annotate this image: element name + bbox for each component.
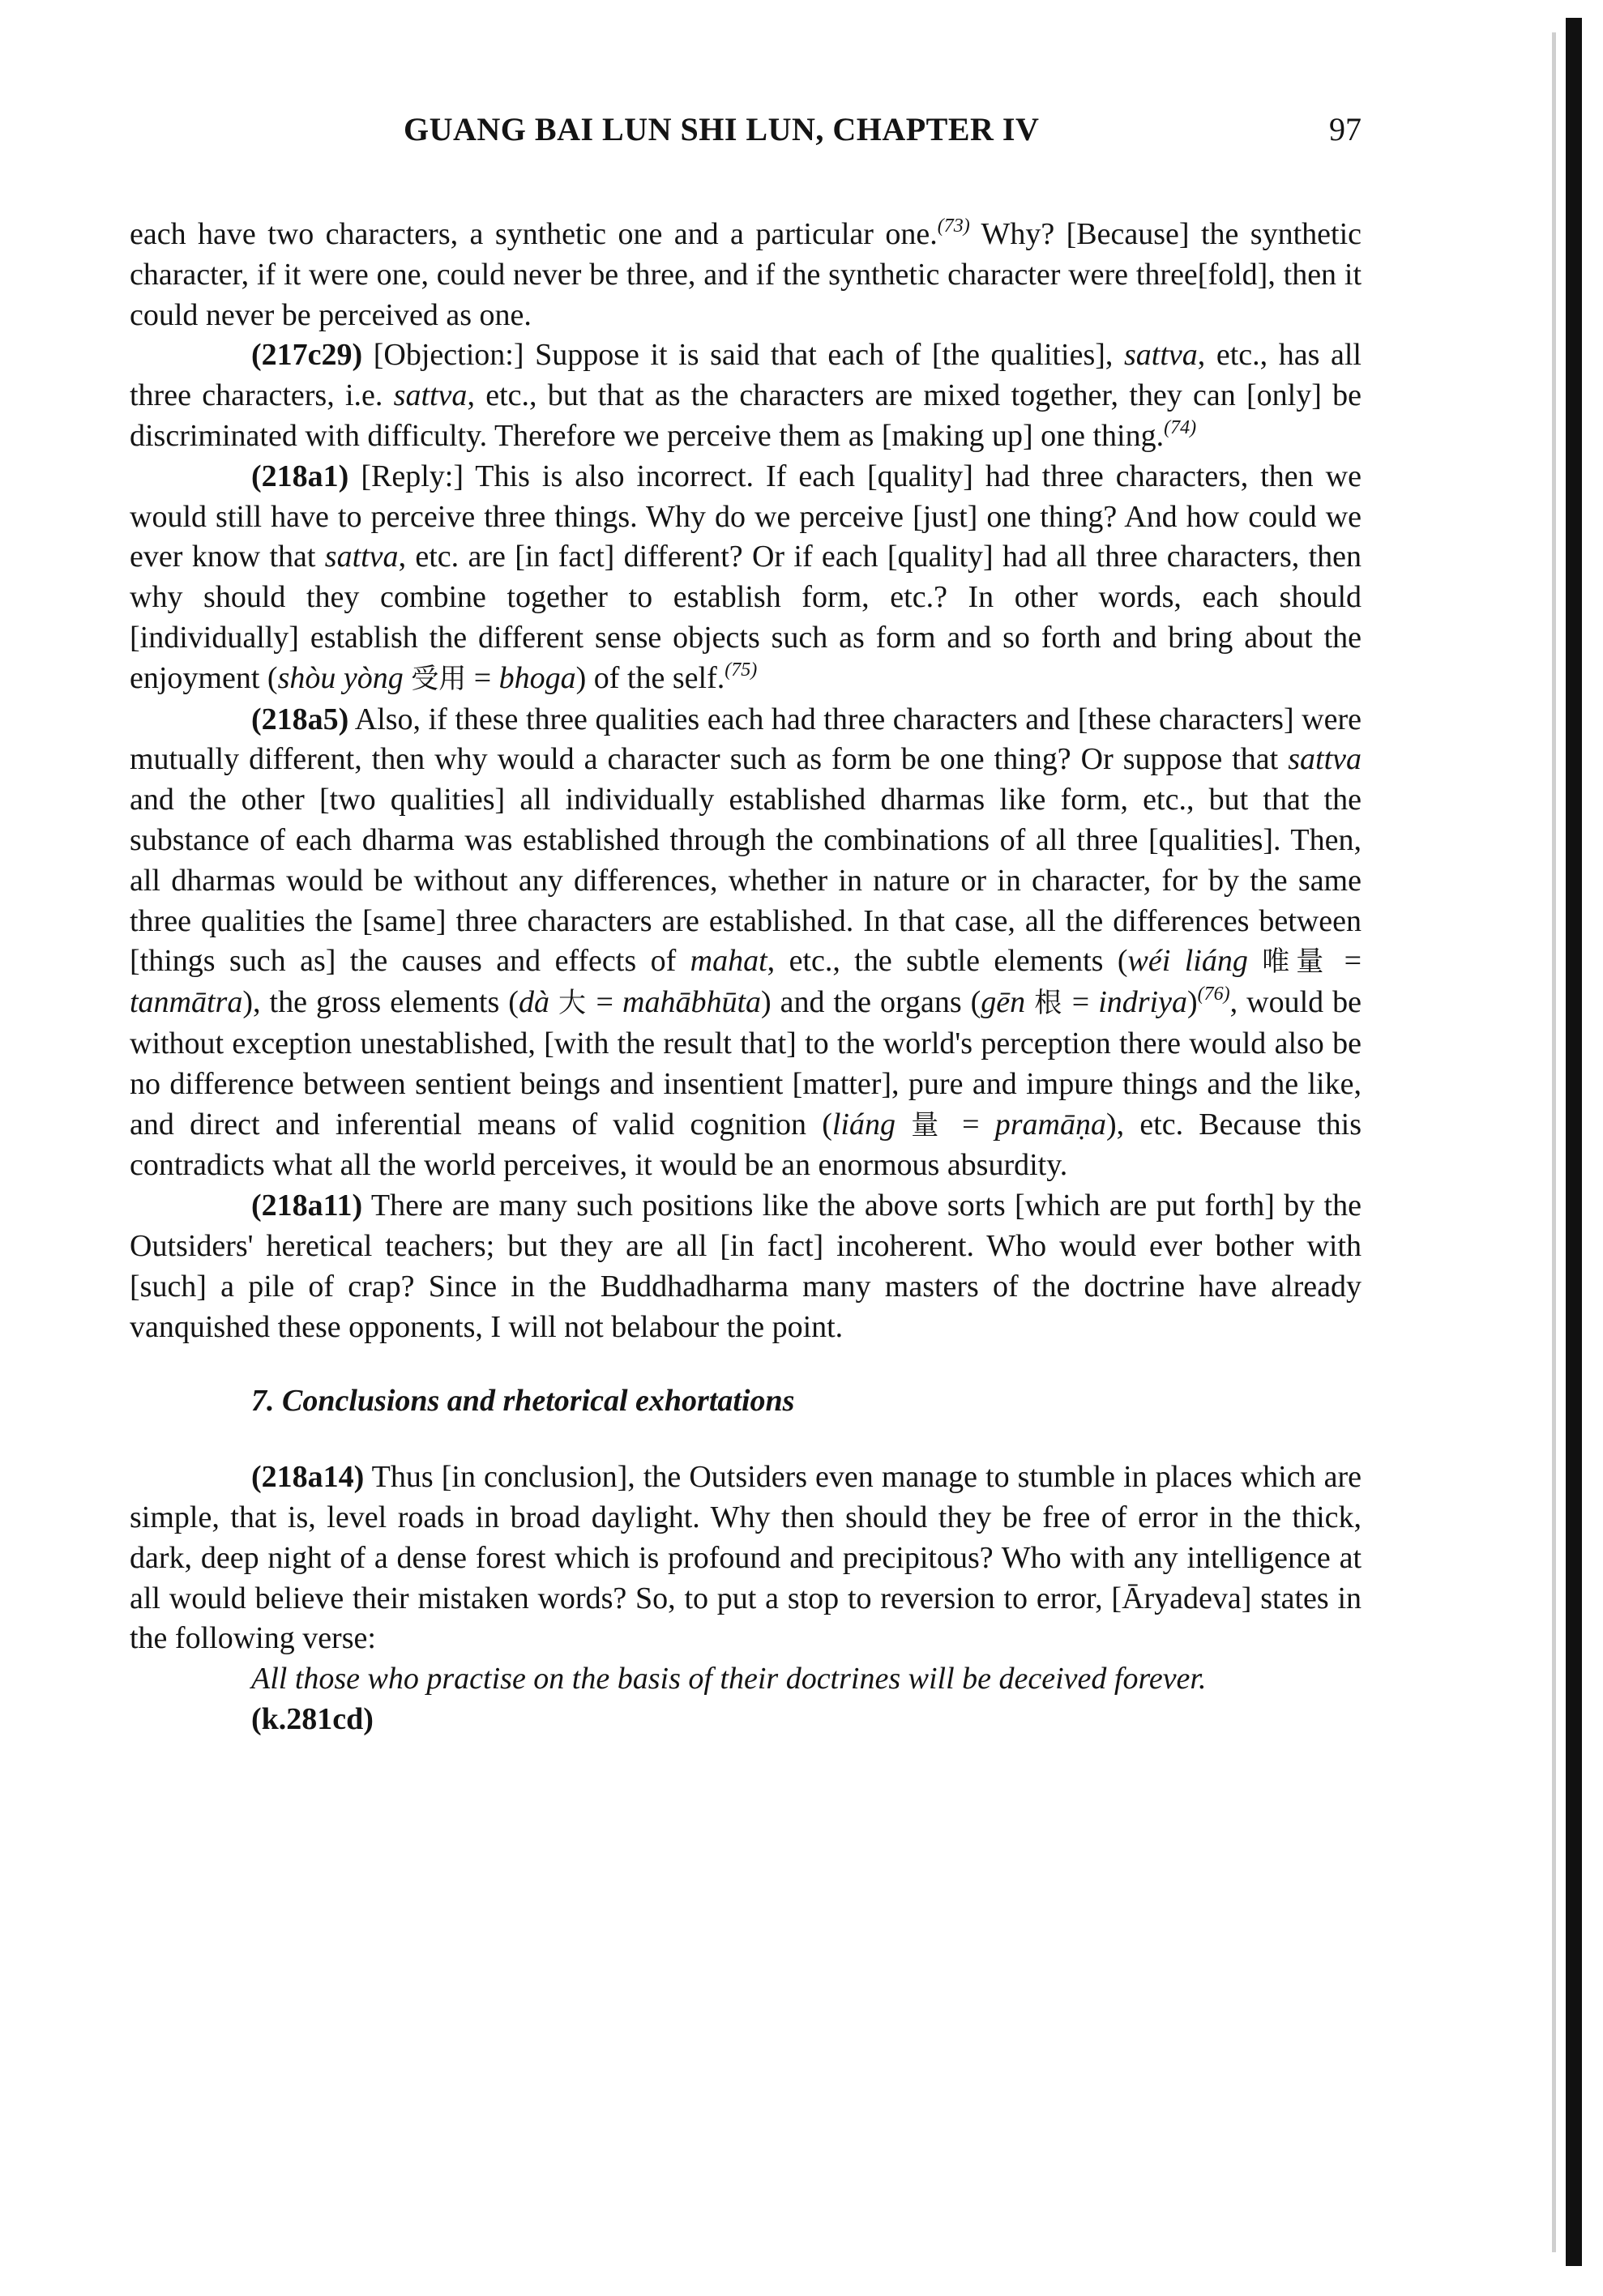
chinese-term: 根 xyxy=(1034,987,1063,1020)
chinese-term: 受用 xyxy=(411,662,467,695)
verse-reference: (k.281cd) xyxy=(251,1701,374,1736)
page-edge-shadow xyxy=(1552,32,1556,2252)
footnote-marker: (76) xyxy=(1197,984,1230,1005)
book-spine-edge xyxy=(1566,18,1582,2266)
paragraph-2: (217c29) [Objection:] Suppose it is said that each of [the qualities], sattva, etc., has all three characters, i.e. sattva, etc., but that as the characters are mixed together, they can [only] be discriminated with difficulty. Therefore we perceive them as [making up] one thing.$^{(74)}$ xyxy=(130,338,1361,453)
verse-text: All those who practise on the basis of their doctrines will be deceived forever. xyxy=(251,1662,1207,1696)
body-text xyxy=(130,215,1361,1740)
chinese-term: 大 xyxy=(558,987,588,1020)
paragraph-6: (218a14) Thus [in conclusion], the Outsiders even manage to stumble in places which are simple, that is, level roads in broad daylight. Why then should they be free of error in the thick, dark, deep night of a dense forest which is profound and precipitous? Who with any intelligence at all would believe their mistaken words? So, to put a stop to reversion to error, [Āryadeva] states in the following verse: xyxy=(130,1460,1361,1656)
page-header xyxy=(130,110,1361,159)
chinese-term: 量 xyxy=(911,1108,947,1142)
running-head: GUANG BAI LUN SHI LUN, CHAPTER IV xyxy=(404,111,1040,147)
passage-reference: (218a11) xyxy=(251,1189,363,1223)
passage-reference: (218a1) xyxy=(251,459,349,493)
footnote-marker: (73) xyxy=(937,216,970,237)
chinese-term: 唯量 xyxy=(1262,945,1331,979)
paragraph-5: (218a11) There are many such positions like the above sorts [which are put forth] by the Outsiders' heretical teachers; but they are all [in fact] incoherent. Who would ever bother with [such] a pile of crap? Since in the Buddhadharma many masters of the doctrine have already vanquished these opponents, I will not belabour the point. xyxy=(130,1189,1361,1344)
passage-reference: (217c29) xyxy=(251,338,363,373)
footnote-marker: (74) xyxy=(1164,416,1197,438)
section-heading: 7. Conclusions and rhetorical exhortations xyxy=(251,1384,795,1419)
footnote-marker: (75) xyxy=(725,659,758,681)
passage-reference: (218a14) xyxy=(251,1460,365,1495)
passage-reference: (218a5) xyxy=(251,702,349,736)
page-number: 97 xyxy=(1329,111,1361,147)
paragraph-1: each have two characters, a synthetic one and a particular one.$^{(73)}$ Why? [Because] the synthetic character, if it were one, could never be three, and if the synthetic character were three[fold], then it could never be perceived as one. xyxy=(130,216,1361,332)
paragraph-4: (218a5) Also, if these three qualities each had three characters and [these characters] were mutually different, then why would a character such as form be one thing? Or suppose that sattva and the other [two qualities] all individually established dharmas like form, etc., but that the substance of each dharma was established through the combinations of all three [qualities]. Then, all dharmas would be without any differences, whether in nature or in character, for by the same three qualities the [same] three characters are established. In that case, all the differences between [things such as] the causes and effects of mahat, etc., the subtle elements (wéi liáng 唯量 = tanmātra), the gross elements (dà 大 = mahābhūta) and the organs (gēn 根 = indriya)$^{(76)}$, would be without exception unestablished, [with the result that] to the world's perception there would also be no difference between sentient beings and insentient [matter], pure and impure things and the like, and direct and inferential means of valid cognition (liáng 量 = pramāṇa), etc. Because this contradicts what all the world perceives, it would be an enormous absurdity. xyxy=(130,702,1362,1183)
paragraph-3: (218a1) [Reply:] This is also incorrect. If each [quality] had three characters, then we would still have to perceive three things. Why do we perceive [just] one thing? And how could we ever know that sattva, etc. are [in fact] different? Or if each [quality] had all three characters, then why should they combine together to establish form, etc.? In other words, each should [individually] establish the different sense objects such as form and so forth and bring about the enjoyment (shòu yòng 受用 = bhoga) of the self.$^{(75)}$ xyxy=(130,459,1361,695)
